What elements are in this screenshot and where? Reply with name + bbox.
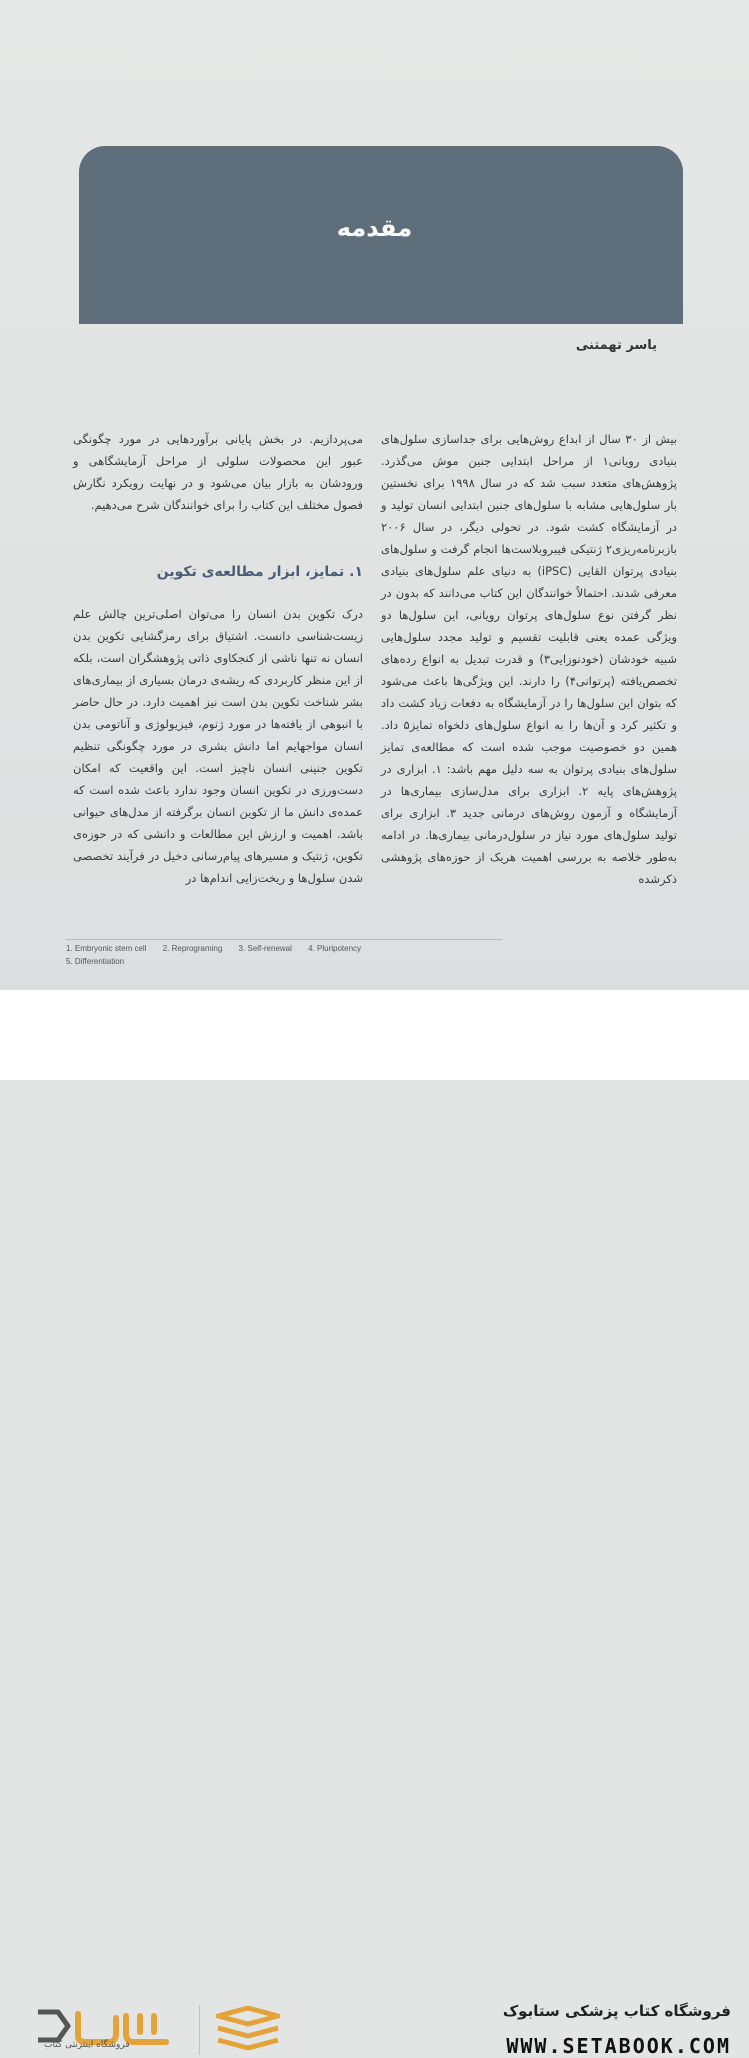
left-column-intro <box>73 428 363 516</box>
footnote-row <box>66 955 502 968</box>
book-page <box>0 0 749 990</box>
paragraph: می‌پردازیم. در بخش پایانی برآوردهایی در مورد چگونگی عبور این محصولات سلولی از مراحل آزمایشگاهی و ورودشان به بازار بیان می‌شود و در نهایت رویکرد نگارش فصول مختلف این کتاب را برای خوانندگان شرح می‌دهیم. <box>73 432 363 512</box>
chapter-title: مقدمه <box>336 214 413 242</box>
section-body <box>73 603 363 889</box>
setabook-banner <box>0 990 749 2058</box>
footnote: 3. Self-renewal <box>238 944 292 953</box>
footnote: 1. Embryonic stem cell <box>66 944 147 953</box>
footnote-row <box>66 942 502 955</box>
author-name: یاسر تهمتنی <box>575 338 657 353</box>
logo-subtitle: فروشگاه اینترنتی کتاب <box>44 2040 130 2050</box>
footnotes <box>66 939 502 968</box>
shop-url-link[interactable]: WWW.SETABOOK.COM <box>506 2034 731 2058</box>
footnote: 4. Pluripotency <box>308 944 362 953</box>
banner-divider <box>199 2005 200 2055</box>
paragraph: درک تکوین بدن انسان را می‌توان اصلی‌ترین چالش علم زیست‌شناسی دانست. اشتیاق برای رمزگشایی تکوین بدن انسان نه تنها ناشی از کنجکاوی ذاتی پژوهشگران است، بلکه از این منظر کاربردی که ریشه‌ی درمان بسیاری از بیماری‌های بشر شناخت تکوین بدن است نیز اهمیت دارد. در حال حاضر با انبوهی از یافته‌ها در مورد ژنوم، فیزیولوژی و آناتومی بدن انسان مواجهایم اما دانش بشری در مورد چگونگی تنظیم تکوین جنینی انسان ناچیز است. این واقعیت که امکان دست‌ورزی در تکوین انسان وجود ندارد باعث شده است که عمده‌ی دانش ما از تکوین انسان برگرفته از مدل‌های حیوانی باشد. اهمیت و ارزش این مطالعات و دانشی که در حوزه‌ی تکوین، ژنتیک و مسیرهای پیام‌رسانی دخیل در فرآیند تخصصی شدن سلول‌ها و ریخت‌زایی اندام‌ها در <box>73 607 363 885</box>
shop-title: فروشگاه کتاب پزشکی ستابوک <box>502 2002 731 2020</box>
book-stack-logo-icon <box>212 2006 284 2054</box>
footnote: 5. Differentiation <box>66 957 125 966</box>
right-column-text <box>381 428 677 890</box>
footnote: 2. Reprograming <box>162 944 223 953</box>
paragraph: بیش از ۳۰ سال از ابداع روش‌هایی برای جداسازی سلول‌های بنیادی رویانی۱ از مراحل ابتدایی جنین موش می‌گذرد. پژوهش‌های متعدد سبب شد که در سال ۱۹۹۸ برای نخستین بار سلول‌هایی مشابه با سلول‌های جنین ابتدایی انسان تولید و در آزمایشگاه کشت شود. در تحولی دیگر، در سال ۲۰۰۶ بازبرنامه‌ریزی۲ ژنتیکی فیبروبلاست‌ها انجام گرفت و سلول‌های بنیادی پرتوان القایی (iPSC) به دنیای علم سلول‌های بنیادی معرفی شدند. احتمالاً خوانندگان این کتاب می‌دانند که بدون در نظر گرفتن نوع سلول‌های پرتوان رویانی، این سلول‌ها دو ویژگی عمده یعنی قابلیت تقسیم و تولید مجدد سلول‌هایی شبیه خودشان (خودنوزایی۳) و قدرت تبدیل به انواع رده‌های تخصص‌یافته (پرتوانی۴) را دارند. این ویژگی‌ها باعث می‌شود که بتوان این سلول‌ها را در آزمایشگاه به دفعات زیاد کشت داد و تکثیر کرد و آن‌ها را به انواع سلول‌های دلخواه تمایز۵ داد. همین دو خصوصیت موجب شده است که مطالعه‌ی تمایز سلول‌های بنیادی پرتوان به سه دلیل مهم باشد: ۱. ابزاری در پژوهش‌های پایه ۲. ابزاری برای مدل‌سازی بیماری‌ها در آزمایشگاه و آزمون روش‌های درمانی جدید ۳. ابزاری برای تولید سلول‌های مورد نیاز در سلول‌درمانی بیماری‌ها. در ادامه به‌طور خلاصه به بررسی اهمیت هریک از حوزه‌های پژوهشی ذکرشده <box>381 432 678 886</box>
section-heading: ۱. تمایز، ابزار مطالعه‌ی تکوین <box>156 564 363 580</box>
